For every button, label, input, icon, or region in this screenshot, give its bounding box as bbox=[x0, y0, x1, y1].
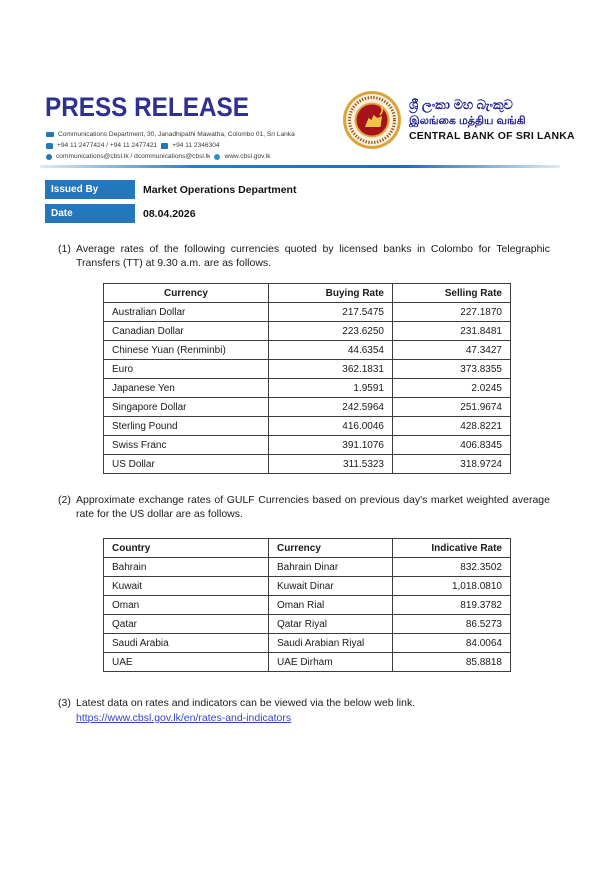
country-cell: UAE bbox=[104, 653, 269, 672]
table-row bbox=[104, 596, 511, 615]
currency-header: Currency bbox=[104, 284, 269, 303]
table-row bbox=[104, 341, 511, 360]
paragraph-1 bbox=[58, 243, 550, 270]
paragraph-2-number: (2) bbox=[58, 494, 71, 506]
globe-icon bbox=[214, 154, 220, 160]
page-title: PRESS RELEASE bbox=[45, 92, 249, 122]
country-cell: Oman bbox=[104, 596, 269, 615]
country-cell: Saudi Arabia bbox=[104, 634, 269, 653]
date-row bbox=[45, 204, 445, 223]
bank-logo-block bbox=[342, 90, 575, 150]
buying-rate-header: Buying Rate bbox=[269, 284, 393, 303]
country-cell: Kuwait bbox=[104, 577, 269, 596]
currency-cell: Canadian Dollar bbox=[104, 322, 269, 341]
buying-rate-cell: 362.1831 bbox=[269, 360, 393, 379]
table-row bbox=[104, 322, 511, 341]
table-row bbox=[104, 436, 511, 455]
selling-rate-cell: 373.8355 bbox=[393, 360, 511, 379]
indicative-rate-cell: 86.5273 bbox=[393, 615, 511, 634]
currency-cell: US Dollar bbox=[104, 455, 269, 474]
currency-cell: Swiss Franc bbox=[104, 436, 269, 455]
currency-cell: Euro bbox=[104, 360, 269, 379]
contact-website: www.cbsl.gov.lk bbox=[224, 153, 271, 160]
buying-rate-cell: 416.0046 bbox=[269, 417, 393, 436]
buying-rate-cell: 1.9591 bbox=[269, 379, 393, 398]
indicative-rate-cell: 832.3502 bbox=[393, 558, 511, 577]
table-row bbox=[104, 455, 511, 474]
paragraph-1-number: (1) bbox=[58, 243, 71, 255]
indicative-rate-cell: 84.0064 bbox=[393, 634, 511, 653]
header-divider bbox=[40, 165, 560, 168]
table-header-row bbox=[104, 284, 511, 303]
bank-name-tamil: இலங்கை மத்திய வங்கி bbox=[409, 115, 526, 127]
currency-cell: Australian Dollar bbox=[104, 303, 269, 322]
contact-emails: communications@cbsl.lk / dcommunications@cbsl.lk bbox=[56, 153, 211, 160]
indicative-rate-cell: 819.3782 bbox=[393, 596, 511, 615]
issued-by-value: Market Operations Department bbox=[143, 183, 297, 196]
paragraph-3-text: Latest data on rates and indicators can be viewed via the below web link. bbox=[76, 697, 416, 709]
paragraph-1-text: Average rates of the following currencies quoted by licensed banks in Colombo for Telegraphic Transfers (TT) at 9.30 a.m. are as follows. bbox=[76, 243, 550, 269]
fax-icon bbox=[161, 143, 168, 149]
contact-web-line bbox=[46, 151, 336, 162]
buying-rate-cell: 311.5323 bbox=[269, 455, 393, 474]
meta-block bbox=[45, 180, 445, 228]
contact-phone-line bbox=[46, 140, 336, 151]
buying-rate-cell: 223.6250 bbox=[269, 322, 393, 341]
buying-rate-cell: 217.5475 bbox=[269, 303, 393, 322]
selling-rate-cell: 251.9674 bbox=[393, 398, 511, 417]
currency-cell: Oman Rial bbox=[269, 596, 393, 615]
currency-cell: UAE Dirham bbox=[269, 653, 393, 672]
table-row bbox=[104, 379, 511, 398]
contact-phones: +94 11 2477424 / +94 11 2477421 bbox=[57, 142, 158, 149]
buying-rate-cell: 242.5964 bbox=[269, 398, 393, 417]
country-cell: Bahrain bbox=[104, 558, 269, 577]
currency-cell: Qatar Riyal bbox=[269, 615, 393, 634]
currency-cell: Chinese Yuan (Renminbi) bbox=[104, 341, 269, 360]
table-row bbox=[104, 417, 511, 436]
currency-cell: Sterling Pound bbox=[104, 417, 269, 436]
currency-cell: Saudi Arabian Riyal bbox=[269, 634, 393, 653]
selling-rate-cell: 47.3427 bbox=[393, 341, 511, 360]
buying-rate-cell: 391.1076 bbox=[269, 436, 393, 455]
selling-rate-cell: 2.0245 bbox=[393, 379, 511, 398]
bank-name-english: CENTRAL BANK OF SRI LANKA bbox=[409, 130, 575, 142]
issued-by-label: Issued By bbox=[45, 180, 135, 199]
table-row bbox=[104, 398, 511, 417]
indicative-rate-cell: 85.8818 bbox=[393, 653, 511, 672]
selling-rate-cell: 231.8481 bbox=[393, 322, 511, 341]
table-row bbox=[104, 577, 511, 596]
currency-header: Currency bbox=[269, 539, 393, 558]
email-icon bbox=[46, 154, 52, 160]
paragraph-3 bbox=[58, 697, 550, 725]
table-row bbox=[104, 615, 511, 634]
contact-fax: +94 11 2346304 bbox=[172, 142, 220, 149]
tt-rates-table bbox=[103, 283, 511, 474]
paragraph-2 bbox=[58, 494, 550, 521]
currency-cell: Bahrain Dinar bbox=[269, 558, 393, 577]
paragraph-3-number: (3) bbox=[58, 697, 71, 709]
paragraph-2-text: Approximate exchange rates of GULF Currencies based on previous day's market weighted average rate for the US dollar are as follows. bbox=[76, 494, 550, 520]
bank-names bbox=[409, 96, 575, 144]
gulf-rates-table bbox=[103, 538, 511, 672]
envelope-icon bbox=[46, 132, 54, 137]
contact-address: Communications Department, 30, Janadhipathi Mawatha, Colombo 01, Sri Lanka bbox=[58, 131, 295, 138]
central-bank-emblem-icon bbox=[342, 90, 402, 150]
selling-rate-cell: 318.9724 bbox=[393, 455, 511, 474]
contact-block bbox=[46, 129, 336, 162]
currency-cell: Japanese Yen bbox=[104, 379, 269, 398]
table-row bbox=[104, 558, 511, 577]
indicative-rate-cell: 1,018.0810 bbox=[393, 577, 511, 596]
country-header: Country bbox=[104, 539, 269, 558]
table-row bbox=[104, 303, 511, 322]
table-row bbox=[104, 634, 511, 653]
issued-by-row bbox=[45, 180, 445, 199]
date-value: 08.04.2026 bbox=[143, 207, 196, 220]
currency-cell: Singapore Dollar bbox=[104, 398, 269, 417]
phone-icon bbox=[46, 143, 53, 149]
rates-indicators-link[interactable]: https://www.cbsl.gov.lk/en/rates-and-indicators bbox=[76, 711, 292, 724]
table-header-row bbox=[104, 539, 511, 558]
currency-cell: Kuwait Dinar bbox=[269, 577, 393, 596]
table-row bbox=[104, 653, 511, 672]
buying-rate-cell: 44.6354 bbox=[269, 341, 393, 360]
selling-rate-cell: 406.8345 bbox=[393, 436, 511, 455]
selling-rate-cell: 227.1870 bbox=[393, 303, 511, 322]
indicative-rate-header: Indicative Rate bbox=[393, 539, 511, 558]
date-label: Date bbox=[45, 204, 135, 223]
country-cell: Qatar bbox=[104, 615, 269, 634]
bank-name-sinhala: ශ්‍රී ලංකා මහ බැංකුව bbox=[409, 97, 513, 112]
contact-address-line bbox=[46, 129, 336, 140]
table-row bbox=[104, 360, 511, 379]
selling-rate-cell: 428.8221 bbox=[393, 417, 511, 436]
selling-rate-header: Selling Rate bbox=[393, 284, 511, 303]
